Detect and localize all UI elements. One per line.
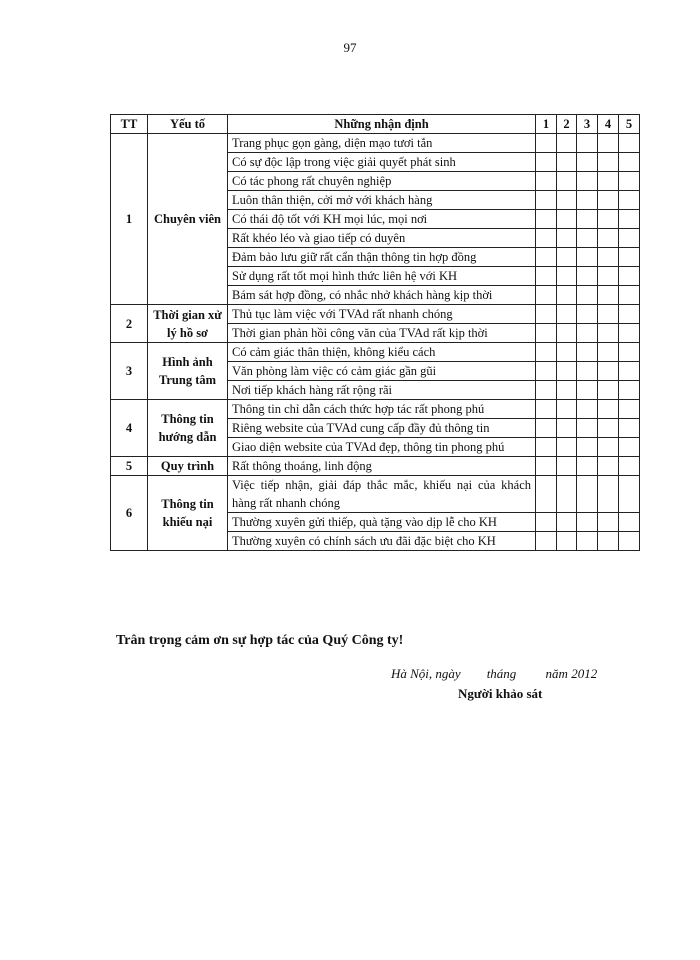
score-cell-1[interactable]: [536, 210, 557, 229]
score-cell-4[interactable]: [598, 362, 619, 381]
score-cell-5[interactable]: [619, 343, 640, 362]
score-cell-4[interactable]: [598, 248, 619, 267]
header-score-5: 5: [619, 115, 640, 134]
statement-cell: Thủ tục làm việc với TVAd rất nhanh chóng: [228, 305, 536, 324]
statement-cell: Nơi tiếp khách hàng rất rộng rãi: [228, 381, 536, 400]
statement-cell: Thời gian phản hồi công văn của TVAd rất kịp thời: [228, 324, 536, 343]
statement-cell: Văn phòng làm việc có cảm giác gần gũi: [228, 362, 536, 381]
score-cell-1[interactable]: [536, 457, 557, 476]
statement-cell: Có sự độc lập trong việc giải quyết phát sinh: [228, 153, 536, 172]
score-cell-1[interactable]: [536, 476, 557, 513]
score-cell-2[interactable]: [557, 305, 577, 324]
score-cell-2[interactable]: [557, 438, 577, 457]
header-score-4: 4: [598, 115, 619, 134]
score-cell-4[interactable]: [598, 513, 619, 532]
score-cell-4[interactable]: [598, 305, 619, 324]
score-cell-3[interactable]: [577, 343, 598, 362]
score-cell-5[interactable]: [619, 191, 640, 210]
score-cell-4[interactable]: [598, 267, 619, 286]
score-cell-2[interactable]: [557, 172, 577, 191]
score-cell-5[interactable]: [619, 381, 640, 400]
table-row: [111, 134, 640, 153]
score-cell-3[interactable]: [577, 457, 598, 476]
score-cell-3[interactable]: [577, 248, 598, 267]
thanks-note: Trân trọng cảm ơn sự hợp tác của Quý Công ty!: [116, 633, 404, 648]
group-number: 3: [111, 343, 148, 400]
score-cell-3[interactable]: [577, 134, 598, 153]
score-cell-2[interactable]: [557, 381, 577, 400]
header-score-2: 2: [557, 115, 577, 134]
score-cell-4[interactable]: [598, 400, 619, 419]
score-cell-3[interactable]: [577, 324, 598, 343]
factor-label: Thông tin hướng dẫn: [148, 400, 228, 457]
score-cell-2[interactable]: [557, 476, 577, 513]
score-cell-2[interactable]: [557, 153, 577, 172]
statement-cell: Có tác phong rất chuyên nghiệp: [228, 172, 536, 191]
table-row: [111, 476, 640, 513]
page-number: 97: [343, 40, 357, 55]
factor-label: Quy trình: [148, 457, 228, 476]
statement-cell: Thông tin chỉ dẫn cách thức hợp tác rất phong phú: [228, 400, 536, 419]
score-cell-4[interactable]: [598, 134, 619, 153]
score-cell-2[interactable]: [557, 343, 577, 362]
score-cell-5[interactable]: [619, 400, 640, 419]
header-score-3: 3: [577, 115, 598, 134]
score-cell-2[interactable]: [557, 419, 577, 438]
score-cell-1[interactable]: [536, 381, 557, 400]
group-number: 4: [111, 400, 148, 457]
score-cell-1[interactable]: [536, 343, 557, 362]
score-cell-1[interactable]: [536, 513, 557, 532]
statement-cell: Thường xuyên có chính sách ưu đãi đặc biệt cho KH: [228, 532, 536, 551]
score-cell-5[interactable]: [619, 153, 640, 172]
score-cell-5[interactable]: [619, 305, 640, 324]
score-cell-1[interactable]: [536, 172, 557, 191]
score-cell-5[interactable]: [619, 286, 640, 305]
group-number: 5: [111, 457, 148, 476]
statement-cell: Thường xuyên gửi thiếp, quà tặng vào dịp lễ cho KH: [228, 513, 536, 532]
score-cell-4[interactable]: [598, 324, 619, 343]
score-cell-4[interactable]: [598, 343, 619, 362]
score-cell-1[interactable]: [536, 153, 557, 172]
header-factor: Yếu tố: [148, 115, 228, 134]
score-cell-2[interactable]: [557, 286, 577, 305]
header-tt: TT: [111, 115, 148, 134]
statement-cell: Rất thông thoáng, linh động: [228, 457, 536, 476]
score-cell-3[interactable]: [577, 362, 598, 381]
score-cell-5[interactable]: [619, 513, 640, 532]
survey-table: [110, 114, 640, 551]
score-cell-5[interactable]: [619, 476, 640, 513]
score-cell-4[interactable]: [598, 476, 619, 513]
score-cell-4[interactable]: [598, 286, 619, 305]
survey-body: [111, 134, 640, 551]
statement-cell: Có cảm giác thân thiện, không kiểu cách: [228, 343, 536, 362]
statement-cell: Riêng website của TVAd cung cấp đầy đủ thông tin: [228, 419, 536, 438]
score-cell-3[interactable]: [577, 513, 598, 532]
table-row: [111, 457, 640, 476]
statement-cell: Bám sát hợp đồng, có nhắc nhở khách hàng kịp thời: [228, 286, 536, 305]
score-cell-5[interactable]: [619, 438, 640, 457]
score-cell-4[interactable]: [598, 191, 619, 210]
factor-label: Thông tin khiếu nại: [148, 476, 228, 551]
table-row: [111, 343, 640, 362]
date-line: Hà Nội, ngày tháng năm 2012: [391, 666, 598, 681]
score-cell-3[interactable]: [577, 153, 598, 172]
score-cell-3[interactable]: [577, 438, 598, 457]
score-cell-4[interactable]: [598, 457, 619, 476]
score-cell-5[interactable]: [619, 172, 640, 191]
score-cell-2[interactable]: [557, 229, 577, 248]
score-cell-5[interactable]: [619, 229, 640, 248]
score-cell-4[interactable]: [598, 419, 619, 438]
score-cell-4[interactable]: [598, 532, 619, 551]
header-statement: Những nhận định: [228, 115, 536, 134]
score-cell-1[interactable]: [536, 362, 557, 381]
statement-cell: Sử dụng rất tốt mọi hình thức liên hệ với KH: [228, 267, 536, 286]
header-row: [111, 115, 640, 134]
score-cell-2[interactable]: [557, 248, 577, 267]
score-cell-1[interactable]: [536, 191, 557, 210]
statement-cell: Đảm bảo lưu giữ rất cẩn thận thông tin hợp đồng: [228, 248, 536, 267]
score-cell-2[interactable]: [557, 362, 577, 381]
score-cell-3[interactable]: [577, 172, 598, 191]
score-cell-4[interactable]: [598, 153, 619, 172]
table-row: [111, 305, 640, 324]
score-cell-1[interactable]: [536, 400, 557, 419]
score-cell-1[interactable]: [536, 229, 557, 248]
score-cell-2[interactable]: [557, 324, 577, 343]
statement-cell: Trang phục gọn gàng, diện mạo tươi tắn: [228, 134, 536, 153]
score-cell-3[interactable]: [577, 210, 598, 229]
score-cell-5[interactable]: [619, 134, 640, 153]
statement-cell: Rất khéo léo và giao tiếp có duyên: [228, 229, 536, 248]
score-cell-1[interactable]: [536, 267, 557, 286]
group-number: 1: [111, 134, 148, 305]
score-cell-3[interactable]: [577, 419, 598, 438]
factor-label: Hình ảnh Trung tâm: [148, 343, 228, 400]
score-cell-4[interactable]: [598, 438, 619, 457]
score-cell-2[interactable]: [557, 267, 577, 286]
score-cell-5[interactable]: [619, 419, 640, 438]
score-cell-3[interactable]: [577, 305, 598, 324]
score-cell-1[interactable]: [536, 532, 557, 551]
score-cell-3[interactable]: [577, 286, 598, 305]
score-cell-5[interactable]: [619, 210, 640, 229]
score-cell-1[interactable]: [536, 248, 557, 267]
score-cell-4[interactable]: [598, 210, 619, 229]
score-cell-5[interactable]: [619, 324, 640, 343]
group-number: 2: [111, 305, 148, 343]
score-cell-3[interactable]: [577, 476, 598, 513]
score-cell-1[interactable]: [536, 438, 557, 457]
score-cell-2[interactable]: [557, 191, 577, 210]
score-cell-5[interactable]: [619, 248, 640, 267]
table-row: [111, 400, 640, 419]
score-cell-3[interactable]: [577, 381, 598, 400]
score-cell-5[interactable]: [619, 532, 640, 551]
score-cell-1[interactable]: [536, 305, 557, 324]
header-score-1: 1: [536, 115, 557, 134]
factor-label: Thời gian xử lý hồ sơ: [148, 305, 228, 343]
score-cell-1[interactable]: [536, 134, 557, 153]
score-cell-1[interactable]: [536, 286, 557, 305]
score-cell-4[interactable]: [598, 229, 619, 248]
score-cell-3[interactable]: [577, 267, 598, 286]
score-cell-3[interactable]: [577, 532, 598, 551]
score-cell-3[interactable]: [577, 229, 598, 248]
factor-label: Chuyên viên: [148, 134, 228, 305]
statement-cell: Giao diện website của TVAd đẹp, thông tin phong phú: [228, 438, 536, 457]
score-cell-2[interactable]: [557, 210, 577, 229]
score-cell-5[interactable]: [619, 457, 640, 476]
score-cell-2[interactable]: [557, 400, 577, 419]
score-cell-5[interactable]: [619, 362, 640, 381]
statement-cell: Việc tiếp nhận, giải đáp thắc mắc, khiếu nại của khách hàng rất nhanh chóng: [228, 476, 536, 513]
score-cell-4[interactable]: [598, 381, 619, 400]
score-cell-5[interactable]: [619, 267, 640, 286]
score-cell-1[interactable]: [536, 419, 557, 438]
score-cell-3[interactable]: [577, 400, 598, 419]
score-cell-2[interactable]: [557, 457, 577, 476]
score-cell-1[interactable]: [536, 324, 557, 343]
group-number: 6: [111, 476, 148, 551]
score-cell-4[interactable]: [598, 172, 619, 191]
statement-cell: Có thái độ tốt với KH mọi lúc, mọi nơi: [228, 210, 536, 229]
statement-cell: Luôn thân thiện, cởi mở với khách hàng: [228, 191, 536, 210]
score-cell-2[interactable]: [557, 532, 577, 551]
surveyor-label: Người khảo sát: [458, 686, 543, 701]
score-cell-3[interactable]: [577, 191, 598, 210]
score-cell-2[interactable]: [557, 513, 577, 532]
score-cell-2[interactable]: [557, 134, 577, 153]
